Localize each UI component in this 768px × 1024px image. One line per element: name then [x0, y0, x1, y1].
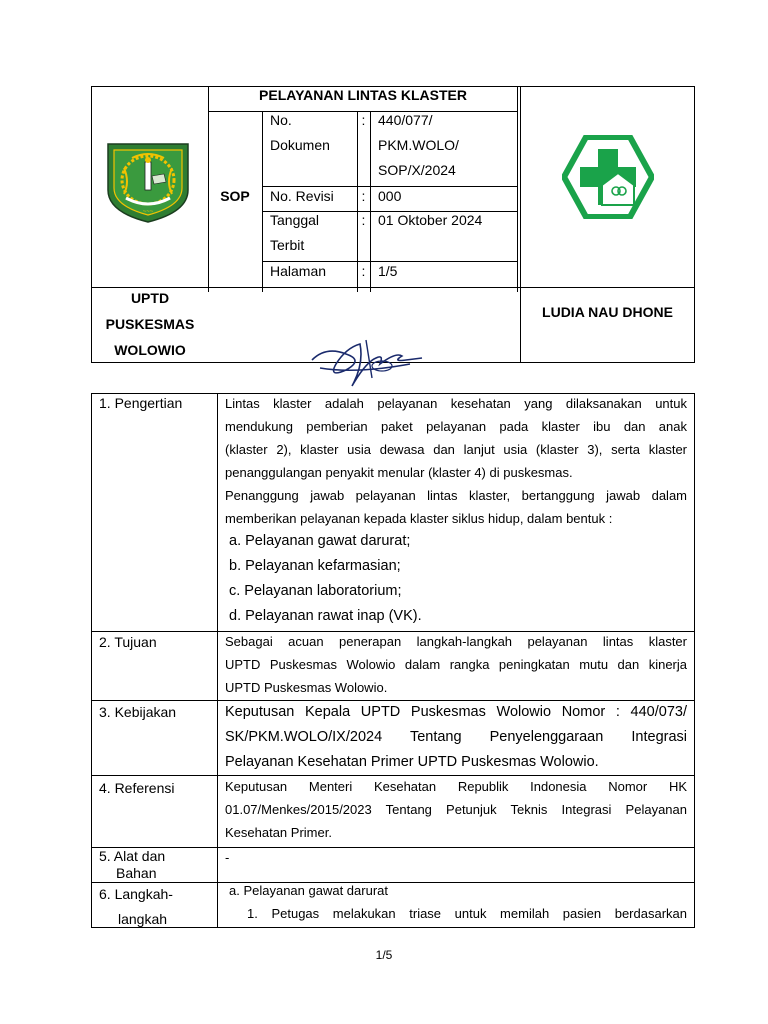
page-label: Halaman — [270, 263, 327, 279]
sub-heading: a. Pelayanan gawat darurat — [229, 883, 388, 898]
section-body-referensi: Keputusan Menteri Kesehatan Republik Indonesia Nomor HK 01.07/Menkes/2015/2023 Tentang Petunjuk Teknis Integrasi Pelayanan Kesehatan Primer. — [225, 779, 687, 840]
list-item: d. Pelayanan rawat inap (VK). — [229, 608, 422, 624]
section-label-kebijakan: 3. Kebijakan — [99, 704, 177, 720]
colon: : — [361, 212, 366, 228]
colon: : — [361, 263, 366, 279]
section-label-tujuan: 2. Tujuan — [99, 634, 157, 650]
page-number: 1/5 — [375, 948, 393, 962]
service-list — [229, 529, 669, 629]
signatory-name: LUDIA NAU DHONE — [542, 304, 673, 320]
organization-name: UPTD PUSKESMAS WOLOWIO — [105, 290, 195, 358]
header-divider — [370, 111, 371, 292]
section-label-alat-bahan: 5. Alat dan Bahan — [99, 848, 166, 881]
revision-label: No. Revisi — [270, 188, 334, 204]
doc-number-label: No. Dokumen — [270, 112, 330, 153]
issue-date-value: 01 Oktober 2024 — [378, 212, 483, 228]
colon: : — [361, 188, 366, 204]
doc-number-value: 440/077/ PKM.WOLO/ SOP/X/2024 — [378, 112, 459, 178]
section-label-pengertian: 1. Pengertian — [99, 395, 183, 411]
document-title: PELAYANAN LINTAS KLASTER — [259, 87, 467, 103]
colon: : — [361, 112, 366, 128]
sop-label: SOP — [220, 188, 250, 204]
section-body-tujuan: Sebagai acuan penerapan langkah-langkah pelayanan lintas klaster UPTD Puskesmas Wolowio dalam rangka peningkatan mutu dan kinerja UPTD Puskesmas Wolowio. — [225, 634, 687, 695]
section-body-alat-bahan: - — [225, 850, 230, 865]
health-cross-logo-icon — [562, 135, 654, 219]
section-body-kebijakan: Keputusan Kepala UPTD Puskesmas Wolowio Nomor : 440/073/ SK/PKM.WOLO/IX/2024 Tentang Penyelenggaraan Integrasi Pelayanan Kesehatan Primer UPTD Puskesmas Wolowio. — [225, 704, 687, 770]
list-item: a. Pelayanan gawat darurat; — [229, 533, 411, 549]
header-divider — [262, 111, 263, 292]
page-value: 1/5 — [378, 263, 398, 279]
section-label-langkah: 6. Langkah- langkah — [99, 886, 173, 927]
section-body-langkah — [229, 879, 687, 925]
svg-text:~~~: ~~~ — [142, 209, 154, 215]
issue-date-label: Tanggal Terbit — [270, 212, 320, 253]
revision-value: 000 — [378, 188, 402, 204]
section-body-pengertian: Lintas klaster adalah pelayanan kesehatan yang dilaksanakan untuk mendukung pemberian paket pelayanan pada klaster ibu dan anak (klaster 2), klaster usia dewasa dan lanjut usia (klaster 3), serta klaster penanggulangan penyakit menular (klaster 4) di puskesmas. Penanggung jawab pelayanan lintas klaster, bertanggung jawab dalam memberikan pelayanan kepada klaster siklus hidup, dalam bentuk : — [225, 396, 687, 526]
table-row-divider — [91, 847, 695, 848]
list-item: c. Pelayanan laboratorium; — [229, 583, 402, 599]
list-item: b. Pelayanan kefarmasian; — [229, 558, 401, 574]
section-label-referensi: 4. Referensi — [99, 780, 175, 796]
signature — [306, 334, 426, 394]
regency-emblem-icon — [104, 138, 192, 224]
step-item: 1. Petugas melakukan triase untuk memilah pasien berdasarkan — [247, 906, 687, 921]
